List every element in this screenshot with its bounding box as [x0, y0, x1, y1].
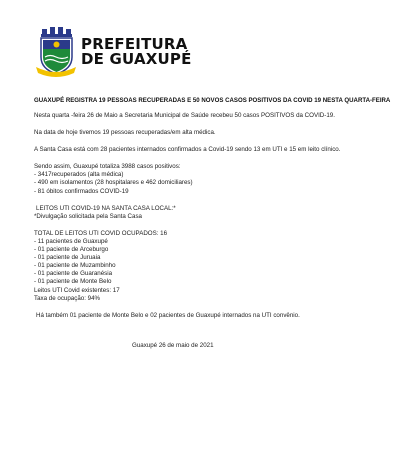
document-body [34, 97, 391, 350]
uti-note: *Divulgação solicitada pela Santa Casa [34, 212, 143, 220]
paragraph-extra: Há também 01 paciente de Monte Belo e 02 pacientes de Guaxupé internados na UTI convênio. [36, 311, 300, 319]
dateline: Guaxupé 26 de maio de 2021 [132, 341, 214, 349]
list-item: - 3417recuperados (alta médica) [34, 171, 124, 179]
city-crest-icon [36, 27, 76, 77]
headline: GUAXUPÉ REGISTRA 19 PESSOAS RECUPERADAS E 50 NOVOS CASOS POSITIVOS DA COVID 19 NESTA QUARTA-FEIRA [34, 97, 391, 104]
list-item: - 01 paciente de Guaranésia [34, 270, 113, 278]
paragraph-recovered: Na data de hoje tivemos 19 pessoas recuperadas/em alta médica. [34, 129, 216, 137]
list-item: - 01 paciente de Arceburgo [34, 246, 109, 254]
list-item: - 11 pacientes de Guaxupé [34, 237, 108, 245]
brand-line-2: DE GUAXUPÉ [81, 50, 192, 68]
list-item: - 81 óbitos confirmados COVID-19 [34, 187, 129, 195]
existing-beds: Leitos UTI Covid existentes: 17 [34, 286, 120, 294]
total-occupied: TOTAL DE LEITOS UTI COVID OCUPADOS: 16 [34, 229, 168, 237]
list-item: - 01 paciente de Muzambinho [34, 262, 116, 270]
list-item: - 01 paciente de Monte Belo [34, 278, 112, 286]
list-item: - 490 em isolamentos (28 hospitalares e 462 domiciliares) [34, 179, 193, 187]
uti-title: LEITOS UTI COVID-19 NA SANTA CASA LOCAL:* [36, 204, 176, 212]
prefeitura-logo [36, 27, 266, 77]
brand-line-1: PREFEITURA [81, 35, 188, 53]
occupancy-rate: Taxa de ocupação: 94% [34, 294, 101, 302]
summary-intro: Sendo assim, Guaxupé totaliza 3988 casos positivos: [34, 163, 181, 171]
paragraph-hospital: A Santa Casa está com 28 pacientes internados confirmados a Covid-19 sendo 13 em UTI e 15 em leito clínico. [34, 146, 341, 154]
list-item: - 01 paciente de Juruaia [34, 254, 101, 262]
paragraph-new-cases: Nesta quarta -feira 26 de Maio a Secretaria Municipal de Saúde recebeu 50 casos POSITIVOS da COVID-19. [34, 112, 335, 119]
